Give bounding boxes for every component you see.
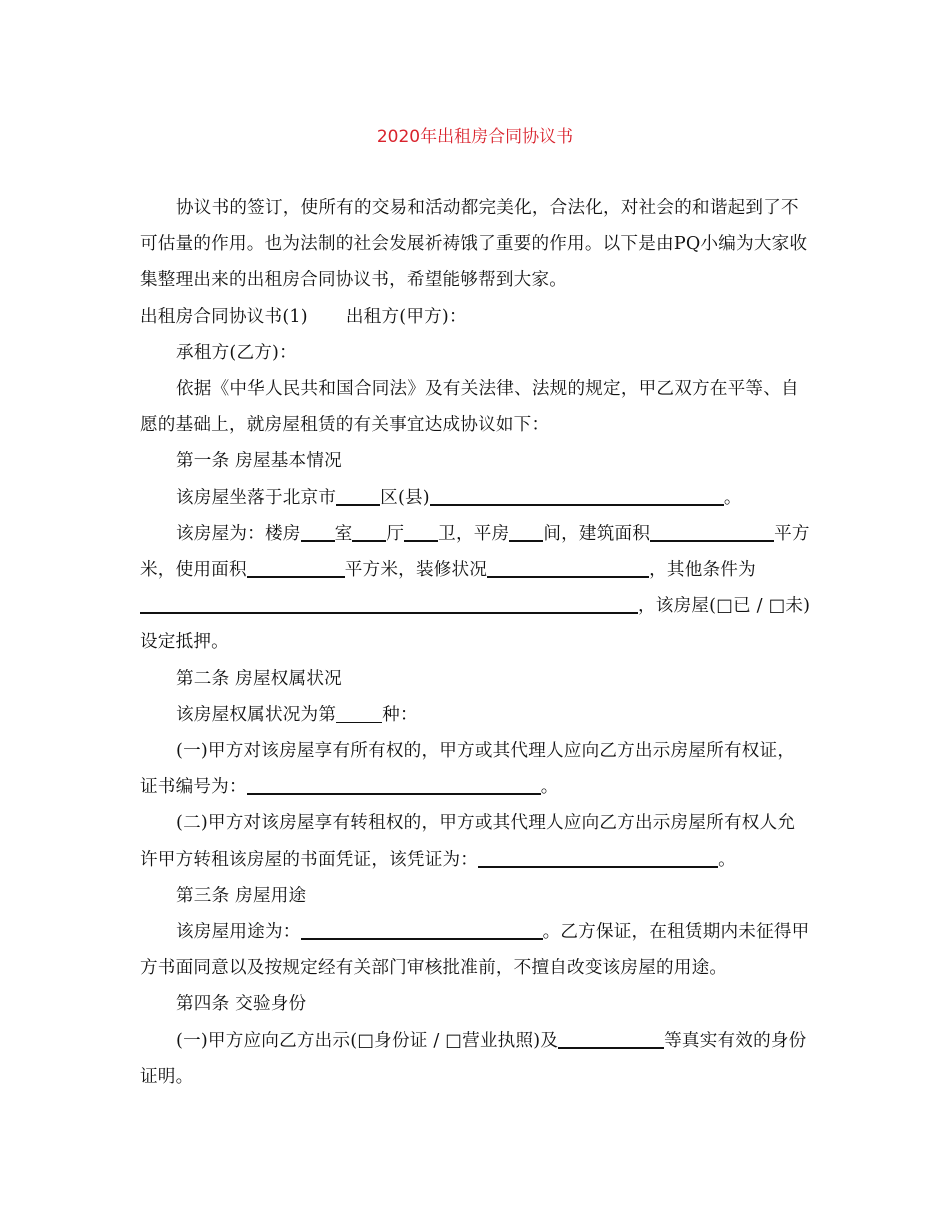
document-body <box>140 190 812 1095</box>
parties-line <box>140 299 812 335</box>
decoration-blank[interactable] <box>487 558 649 578</box>
intro-paragraph: 协议书的签订，使所有的交易和活动都完美化，合法化，对社会的和谐起到了不可估量的作用。也为法制的社会发展祈祷饿了重要的作用。以下是由PQ小编为大家收集整理出来的出租房合同协议书，希望能够帮到大家。 <box>140 198 808 291</box>
sublease-proof-blank[interactable] <box>478 848 718 868</box>
usable-area-blank[interactable] <box>247 558 345 578</box>
location-line: 该房屋坐落于北京市 区(县) 。 <box>176 487 742 508</box>
contract-heading: 出租房合同协议书(1) <box>140 306 308 327</box>
certificate-number-blank[interactable] <box>247 776 541 796</box>
district-blank[interactable] <box>336 486 380 506</box>
bathrooms-blank[interactable] <box>404 522 438 542</box>
identity-clause-1: (一)甲方应向乙方出示(□身份证 / □营业执照)及 等真实有效的身份证明。 <box>140 1030 807 1087</box>
basis-paragraph: 依据《中华人民共和国合同法》及有关法律、法规的规定，甲乙双方在平等、自愿的基础上，就房屋租赁的有关事宜达成协议如下： <box>140 379 799 436</box>
other-conditions-blank[interactable] <box>140 595 638 615</box>
house-structure-paragraph: 该房屋为：楼房 室 厅 卫，平房 间，建筑面积 平方米，使用面积 平方米，装修状况 ，其他条件为，该房屋(□已 / □未)设定抵押。 <box>140 523 811 653</box>
article-3-heading: 第三条 房屋用途 <box>176 885 307 906</box>
halls-blank[interactable] <box>352 522 386 542</box>
ownership-clause-2: (二)甲方对该房屋享有转租权的，甲方或其代理人应向乙方出示房屋所有权人允许甲方转租该房屋的书面凭证，该凭证为： 。 <box>140 813 796 870</box>
address-blank[interactable] <box>430 486 724 506</box>
article-2-heading: 第二条 房屋权属状况 <box>176 668 342 689</box>
ownership-type-blank[interactable] <box>336 704 382 723</box>
ownership-type-line: 该房屋权属状况为第 种： <box>176 704 418 725</box>
usage-paragraph: 该房屋用途为： 。乙方保证，在租赁期内未征得甲方书面同意以及按规定经有关部门审核批准前，不擅自改变该房屋的用途。 <box>140 922 810 979</box>
lessee-label: 承租方(乙方)： <box>176 342 297 363</box>
rooms-blank[interactable] <box>301 522 335 542</box>
lessor-label: 出租方(甲方)： <box>345 306 467 327</box>
ownership-clause-1: (一)甲方对该房屋享有所有权的，甲方或其代理人应向乙方出示房屋所有权证，证书编号为： 。 <box>140 741 796 798</box>
identity-doc-blank[interactable] <box>558 1029 664 1049</box>
article-1-heading: 第一条 房屋基本情况 <box>176 451 342 472</box>
document-title: 2020年出租房合同协议书 <box>376 127 574 147</box>
building-area-blank[interactable] <box>650 522 774 542</box>
article-4-heading: 第四条 交验身份 <box>176 994 307 1015</box>
bungalow-rooms-blank[interactable] <box>509 522 543 542</box>
usage-blank[interactable] <box>301 920 543 940</box>
